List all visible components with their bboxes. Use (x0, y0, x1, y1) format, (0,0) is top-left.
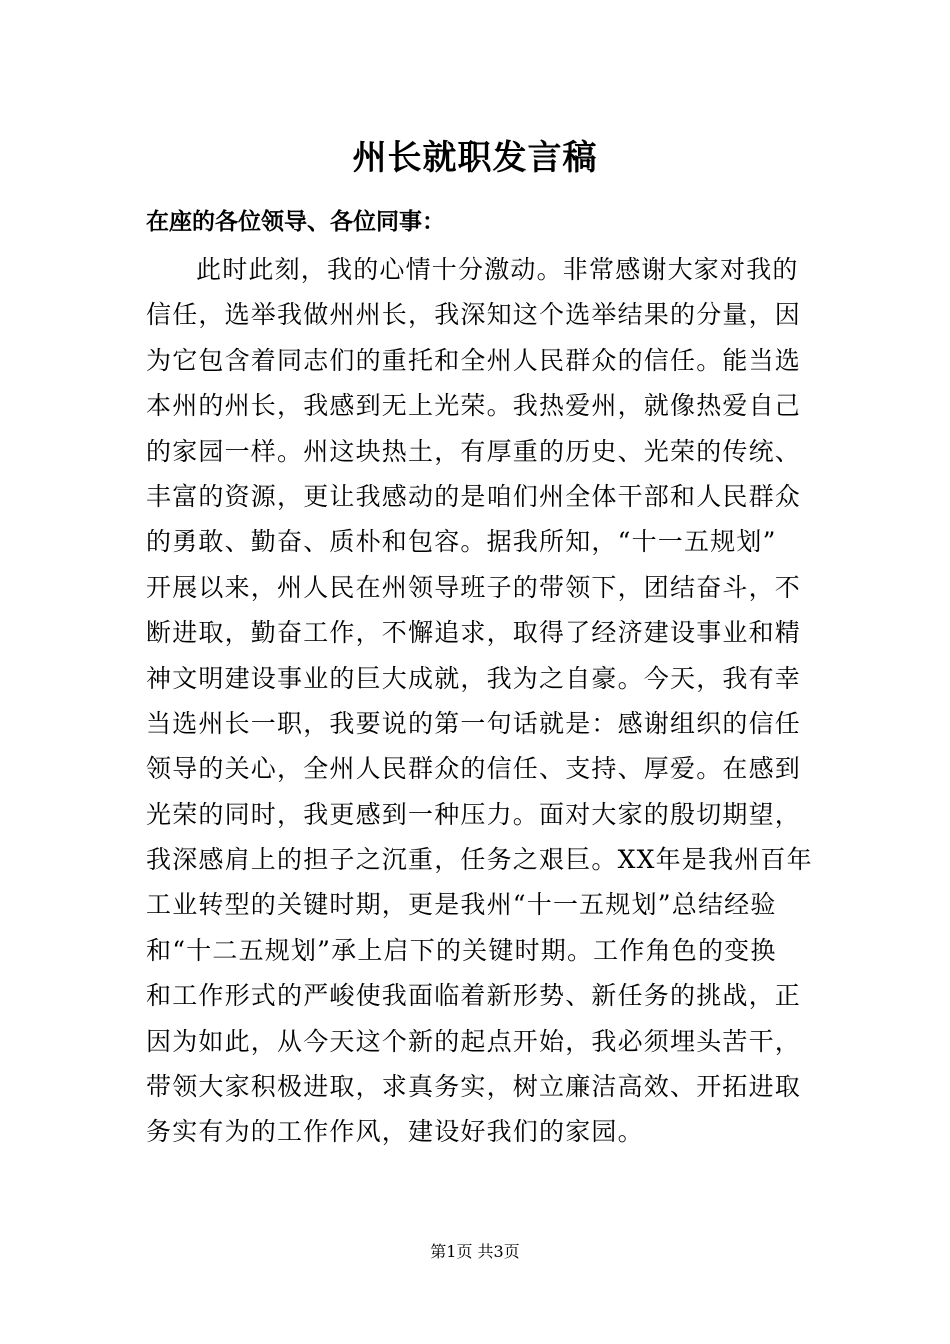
paragraph-line: 当选州长一职，我要说的第一句话就是：感谢组织的信任 (146, 708, 802, 738)
paragraph-line: 的家园一样。州这块热土，有厚重的历史、光荣的传统、 (146, 436, 802, 466)
paragraph-line: 丰富的资源，更让我感动的是咱们州全体干部和人民群众 (146, 481, 802, 511)
document-title: 州长就职发言稿 (352, 138, 598, 178)
paragraph-line: 本州的州长，我感到无上光荣。我热爱州，就像热爱自己 (146, 391, 802, 421)
paragraph-line: 务实有为的工作作风，建设好我们的家园。 (146, 1117, 644, 1147)
paragraph-line: 为它包含着同志们的重托和全州人民群众的信任。能当选 (146, 345, 802, 375)
paragraph-line: 和工作形式的严峻使我面临着新形势、新任务的挑战，正 (146, 981, 802, 1011)
paragraph-line: 断进取，勤奋工作，不懈追求，取得了经济建设事业和精 (146, 618, 802, 648)
paragraph-line: 的勇敢、勤奋、质朴和包容。据我所知，“十一五规划” (146, 527, 777, 557)
paragraph-line: 因为如此，从今天这个新的起点开始，我必须埋头苦干， (146, 1026, 802, 1056)
paragraph-line: 我深感肩上的担子之沉重，任务之艰巨。XX年是我州百年 (146, 845, 813, 875)
greeting-line: 在座的各位领导、各位同事： (146, 208, 445, 235)
paragraph-line: 开展以来，州人民在州领导班子的带领下，团结奋斗，不 (146, 572, 802, 602)
paragraph-line: 此时此刻，我的心情十分激动。非常感谢大家对我的 (196, 255, 799, 284)
paragraph-line: 信任，选举我做州州长，我深知这个选举结果的分量，因 (146, 300, 802, 330)
paragraph-line: 领导的关心，全州人民群众的信任、支持、厚爱。在感到 (146, 754, 802, 784)
paragraph-line: 光荣的同时，我更感到一种压力。面对大家的殷切期望， (146, 799, 802, 829)
paragraph-line: 工业转型的关键时期，更是我州“十一五规划”总结经验 (146, 890, 777, 920)
paragraph-line: 神文明建设事业的巨大成就，我为之自豪。今天，我有幸 (146, 663, 802, 693)
paragraph-line: 带领大家积极进取，求真务实，树立廉洁高效、开拓进取 (146, 1072, 802, 1102)
body-paragraph (146, 247, 826, 1155)
page-footer: 第1页 共3页 (430, 1242, 520, 1261)
paragraph-line: 和“十二五规划”承上启下的关键时期。工作角色的变换 (146, 935, 777, 965)
